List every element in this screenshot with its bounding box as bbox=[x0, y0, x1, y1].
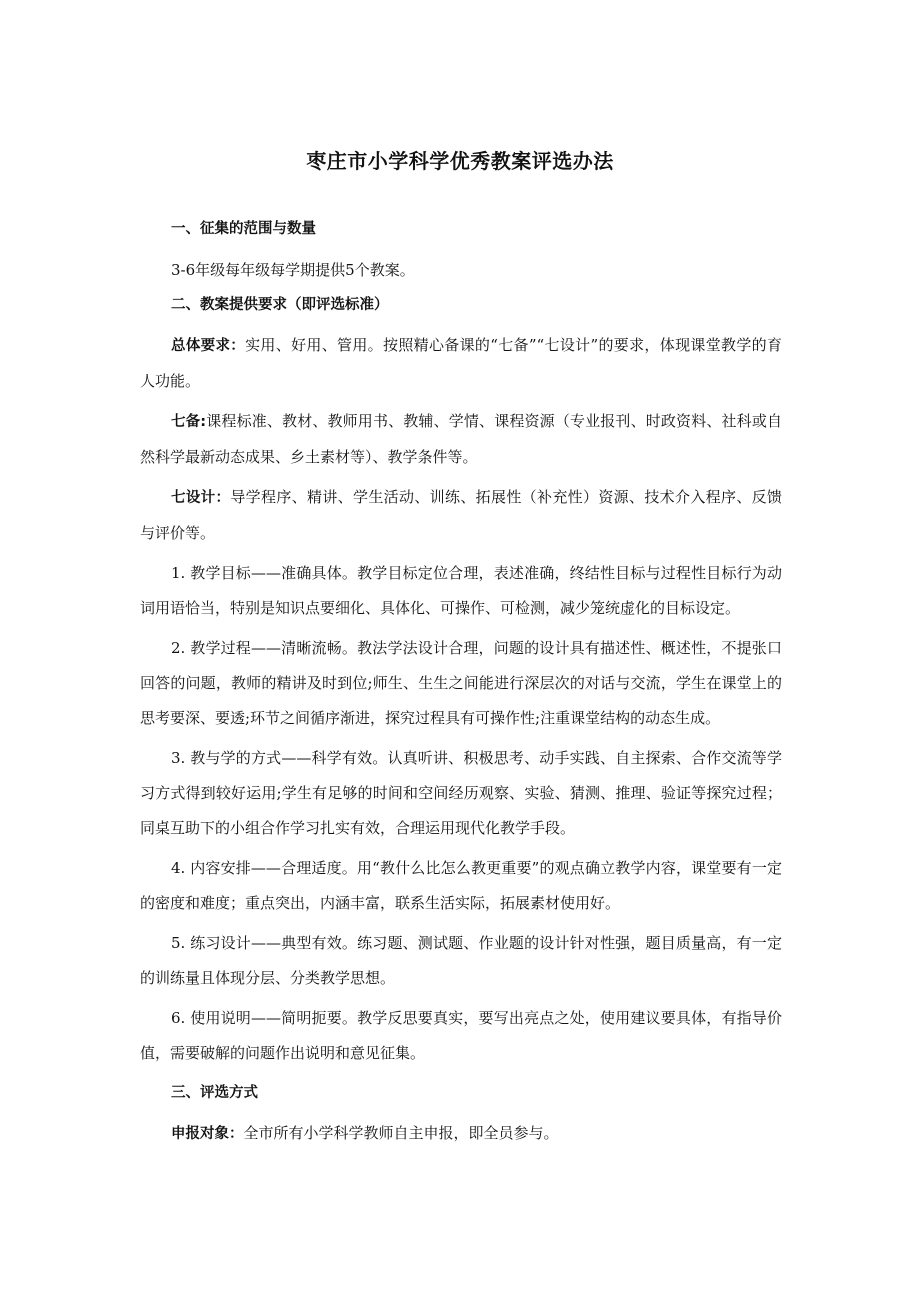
paragraph-declaration bbox=[140, 1116, 782, 1152]
paragraph-scope-quantity: 3-6年级每年级每学期提供5个教案。 bbox=[171, 261, 415, 279]
list-item-teaching-goal: 1. 教学目标——准确具体。教学目标定位合理，表述准确，终结性目标与过程性目标行为动词用语恰当，特别是知识点要细化、具体化、可操作、可检测，减少笼统虚化的目标设定。 bbox=[140, 564, 782, 617]
list-item-usage-notes: 6. 使用说明——简明扼要。教学反思要真实，要写出亮点之处，使用建议要具体，有指导价值，需要破解的问题作出说明和意见征集。 bbox=[140, 1009, 782, 1062]
qibei-label: 七备: bbox=[171, 414, 207, 430]
section-heading-requirements: 二、教案提供要求（即评选标准） bbox=[171, 297, 389, 313]
section-heading-scope: 一、征集的范围与数量 bbox=[171, 221, 316, 237]
declaration-label: 申报对象： bbox=[171, 1126, 244, 1142]
list-item-content-arrangement: 4. 内容安排——合理适度。用“教什么比怎么教更重要”的观点确立教学内容，课堂要有一定的密度和难度；重点突出，内涵丰富，联系生活实际，拓展素材使用好。 bbox=[140, 859, 782, 912]
qisheji-text: 导学程序、精讲、学生活动、训练、拓展性（补充性）资源、技术介入程序、反馈与评价等。 bbox=[140, 488, 783, 542]
list-item-exercise-design: 5. 练习设计——典型有效。练习题、测试题、作业题的设计针对性强，题目质量高，有一定的训练量且体现分层、分类教学思想。 bbox=[140, 934, 782, 987]
paragraph-overall-requirements bbox=[140, 328, 782, 399]
page-title: 枣庄市小学科学优秀教案评选办法 bbox=[306, 149, 614, 173]
paragraph-qisheji bbox=[140, 480, 782, 551]
declaration-text: 全市所有小学科学教师自主申报，即全员参与。 bbox=[243, 1124, 559, 1142]
section-heading-selection-method: 三、评选方式 bbox=[171, 1085, 258, 1101]
document-body bbox=[140, 212, 782, 1152]
overall-requirements-text: 实用、好用、管用。按照精心备课的“七备”“七设计”的要求，体现课堂教学的育人功能。 bbox=[140, 336, 782, 390]
list-item-teaching-process: 2. 教学过程——清晰流畅。教法学法设计合理，问题的设计具有描述性、概述性，不提张口回答的问题，教师的精讲及时到位;师生、生生之间能进行深层次的对话与交流，学生在课堂上的思考要深、要透;环节之间循序渐进，探究过程具有可操作性;注重课堂结构的动态生成。 bbox=[140, 639, 782, 727]
list-item-teaching-method: 3. 教与学的方式——科学有效。认真听讲、积极思考、动手实践、自主探索、合作交流等学习方式得到较好运用;学生有足够的时间和空间经历观察、实验、猜测、推理、验证等探究过程；同桌互助下的小组合作学习扎实有效，合理运用现代化教学手段。 bbox=[140, 749, 782, 837]
qibei-text: 课程标准、教材、教师用书、教辅、学情、课程资源（专业报刊、时政资料、社科或自然科学最新动态成果、乡土素材等）、教学条件等。 bbox=[140, 412, 782, 466]
paragraph-qibei bbox=[140, 404, 782, 475]
overall-requirements-label: 总体要求： bbox=[171, 338, 246, 354]
qisheji-label: 七设计： bbox=[171, 490, 231, 506]
